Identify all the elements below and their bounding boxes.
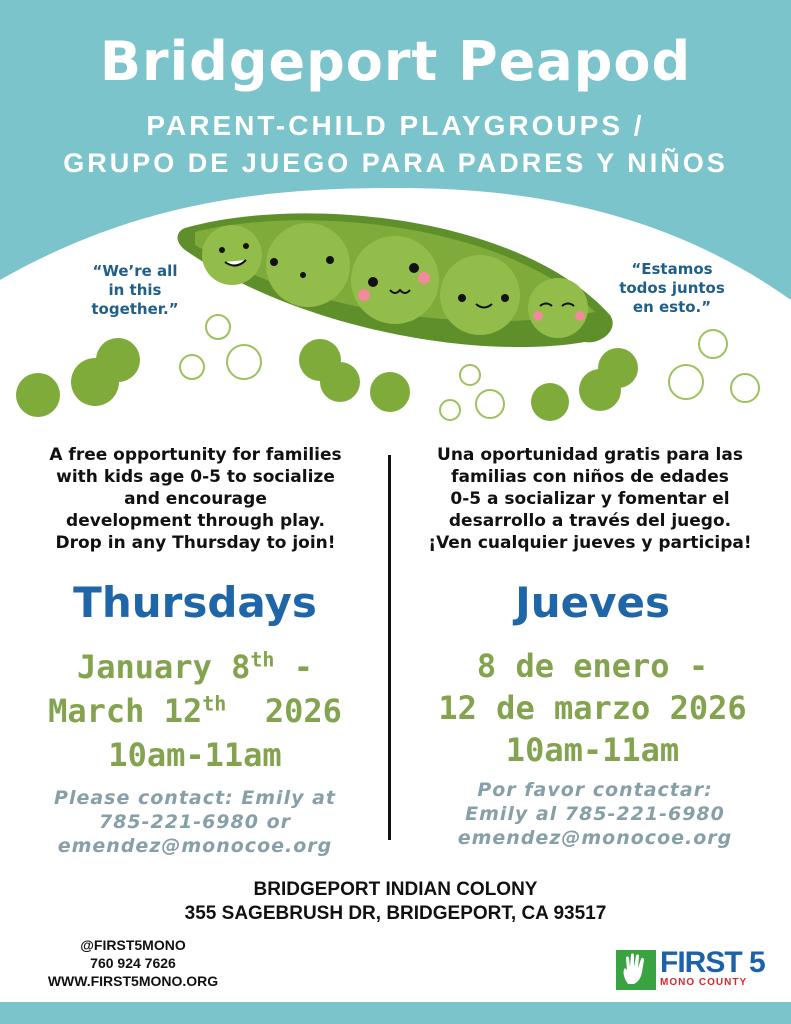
first5-hand-logo (616, 950, 656, 990)
contact-english: Please contact: Emily at 785-221-6980 or emendez@monocoe.org (54, 787, 336, 857)
day-spanish: Jueves (515, 578, 670, 627)
contact-spanish: Por favor contactar: Emily al 785-221-6980 emendez@monocoe.org (457, 779, 733, 849)
first5-logo (616, 946, 771, 992)
website-link[interactable]: WWW.FIRST5MONO.ORG (47, 973, 219, 989)
column-divider (388, 455, 391, 840)
address-line-1: BRIDGEPORT INDIAN COLONY (253, 879, 538, 900)
day-english: Thursdays (73, 578, 317, 627)
subtitle-english: PARENT-CHILD PLAYGROUPS / (146, 110, 645, 141)
social-info (18, 936, 248, 990)
social-handle: @FIRST5MONO (80, 937, 186, 953)
address-line-2: 355 SAGEBRUSH DR, BRIDGEPORT, CA 93517 (184, 903, 607, 924)
logo-name: FIRST 5 (660, 946, 765, 979)
logo-subtitle: MONO COUNTY (660, 977, 748, 988)
dates-spanish: 8 de enero - 12 de marzo 2026 10am-11am (438, 647, 747, 769)
page-title: Bridgeport Peapod (99, 30, 692, 93)
quote-spanish: “Estamos todos juntos en esto.” (619, 260, 725, 316)
dates-english: January 8th - March 12th 2026 10am-11am (48, 647, 342, 774)
footer-band (0, 1002, 791, 1024)
phone-number: 760 924 7626 (90, 955, 176, 971)
blurb-spanish: Una oportunidad gratis para las familias con niños de edades 0-5 a socializar y fomentar el desarrollo a través del juego. ¡Ven cualquier jueves y participa! (428, 445, 752, 553)
blurb-english: A free opportunity for families with kids age 0-5 to socialize and encourage development through play. Drop in any Thursday to join! (49, 445, 342, 553)
quote-english: “We’re all in this together.” (91, 262, 179, 318)
subtitle-spanish: GRUPO DE JUEGO PARA PADRES Y NIÑOS (63, 148, 728, 178)
